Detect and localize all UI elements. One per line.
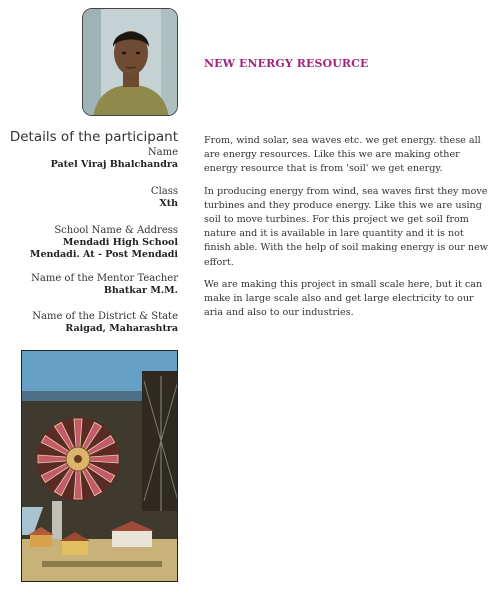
mentor-value: Bhatkar M.M.	[103, 285, 178, 296]
participant-details	[8, 129, 178, 335]
school-value-line2: Mendadi. At - Post Mendadi	[29, 249, 178, 260]
name-value: Patel Viraj Bhalchandra	[50, 159, 178, 170]
name-label: Name	[147, 147, 178, 158]
project-model-photo	[21, 350, 178, 582]
details-heading: Details of the participant	[9, 129, 178, 145]
class-value: Xth	[159, 198, 178, 209]
project-model-image	[22, 351, 178, 582]
class-label: Class	[150, 186, 178, 197]
paragraph-2: In producing energy from wind, sea waves first they move turbines and they produce energy. Like this we are using soil to move turbines. For this project we get soil from nature and it is available in lare quantity and it is not finish able. With the help of soil making energy is our new effort.	[204, 185, 488, 268]
school-label: School Name & Address	[54, 225, 178, 236]
school-value-line1: Mendadi High School	[62, 237, 178, 248]
page-title: NEW ENERGY RESOURCE	[204, 57, 369, 70]
participant-photo	[82, 8, 178, 116]
mentor-label: Name of the Mentor Teacher	[31, 273, 178, 284]
paragraph-1: From, wind solar, sea waves etc. we get energy. these all are energy resources. Like this we are making other energy resource that is from 'soil' we get energy.	[204, 135, 481, 175]
district-value: Raigad, Maharashtra	[65, 323, 178, 334]
paragraph-3: We are making this project in small scale here, but it can make in large scale also and get large electricity to our aria and also to our industries.	[204, 278, 483, 319]
district-label: Name of the District & State	[32, 311, 178, 322]
participant-portrait-image	[83, 9, 178, 116]
project-description	[204, 134, 490, 328]
